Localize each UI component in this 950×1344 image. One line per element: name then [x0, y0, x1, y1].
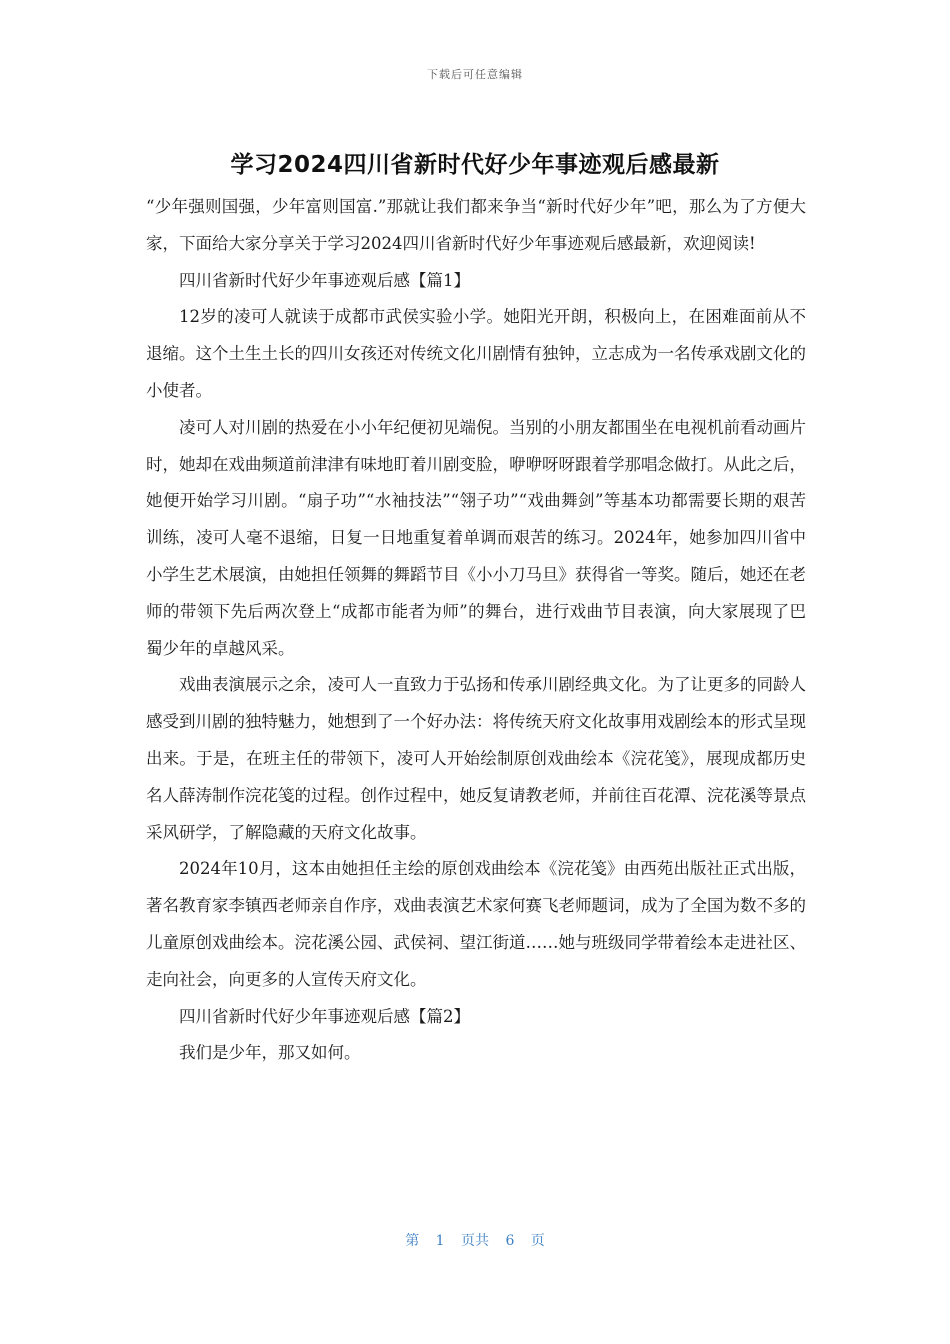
header-note: 下载后可任意编辑 — [427, 68, 523, 81]
intro-paragraph: “少年强则国强，少年富则国富.”那就让我们都来争当“新时代好少年”吧，那么为了方便大家，下面给大家分享关于学习2024四川省新时代好少年事迹观后感最新，欢迎阅读! — [146, 197, 806, 253]
section-heading-2: 四川省新时代好少年事迹观后感【篇2】 — [179, 1006, 470, 1026]
body-paragraph: 2024年10月，这本由她担任主绘的原创戏曲绘本《浣花笺》由西苑出版社正式出版，著名教育家李镇西老师亲自作序，戏曲表演艺术家何赛飞老师题词，成为了全国为数不多的儿童原创戏曲绘本。浣花溪公园、武侯祠、望江街道……她与班级同学带着绘本走进社区、走向社会，向更多的人宣传天府文化。 — [146, 859, 806, 989]
document-title: 学习2024四川省新时代好少年事迹观后感最新 — [230, 152, 720, 178]
section-heading-1: 四川省新时代好少年事迹观后感【篇1】 — [179, 270, 470, 290]
body-paragraph: 凌可人对川剧的热爱在小小年纪便初见端倪。当别的小朋友都围坐在电视机前看动画片时，她却在戏曲频道前津津有味地盯着川剧变脸，咿咿呀呀跟着学那唱念做打。从此之后，她便开始学习川剧。“扇子功”“水袖技法”“翎子功”“戏曲舞剑”等基本功都需要长期的艰苦训练，凌可人毫不退缩，日复一日地重复着单调而艰苦的练习。2024年，她参加四川省中小学生艺术展演，由她担任领舞的舞蹈节目《小小刀马旦》获得省一等奖。随后，她还在老师的带领下先后两次登上“成都市能者为师”的舞台，进行戏曲节目表演，向大家展现了巴蜀少年的卓越风采。 — [146, 417, 806, 658]
body-paragraph: 戏曲表演展示之余，凌可人一直致力于弘扬和传承川剧经典文化。为了让更多的同龄人感受到川剧的独特魅力，她想到了一个好办法：将传统天府文化故事用戏剧绘本的形式呈现出来。于是，在班主任的带领下，凌可人开始绘制原创戏曲绘本《浣花笺》，展现成都历史名人薛涛制作浣花笺的过程。创作过程中，她反复请教老师，并前往百花潭、浣花溪等景点采风研学，了解隐藏的天府文化故事。 — [146, 675, 806, 842]
page-footer: 第 1 页共 6 页 — [405, 1233, 545, 1249]
body-paragraph: 12岁的凌可人就读于成都市武侯实验小学。她阳光开朗，积极向上，在困难面前从不退缩。这个土生土长的四川女孩还对传统文化川剧情有独钟，立志成为一名传承戏剧文化的小使者。 — [146, 307, 806, 400]
body-paragraph: 我们是少年，那又如何。 — [179, 1043, 361, 1063]
document-body — [146, 189, 806, 1072]
